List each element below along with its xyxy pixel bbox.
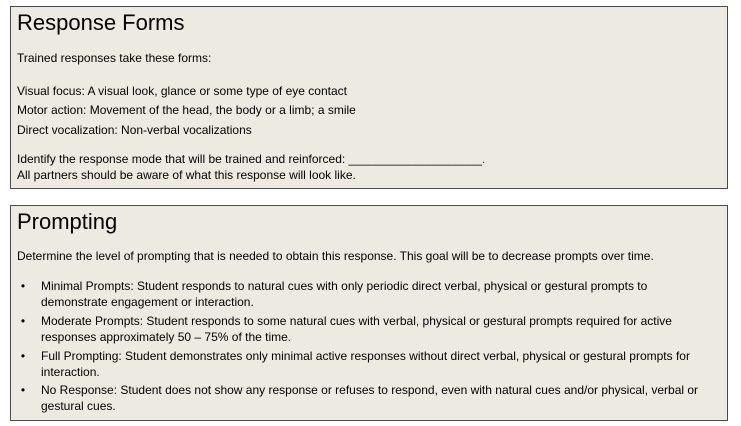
prompting-intro: Determine the level of prompting that is needed to obtain this response. This goal will be to decrease prompts over time. bbox=[17, 249, 654, 263]
bullet-icon: • bbox=[20, 279, 26, 293]
response-forms-title: Response Forms bbox=[17, 10, 185, 35]
response-form-vocal: Direct vocalization: Non-verbal vocalizations bbox=[17, 123, 252, 137]
prompt-level-none: No Response: Student does not show any response or refuses to respond, even with natural cues and/or physical, verbal or gestural cues. bbox=[41, 383, 699, 413]
prompt-level-moderate: Moderate Prompts: Student responds to some natural cues with verbal, physical or gestural prompts required for active responses approximately 50 – 75% of the time. bbox=[41, 314, 672, 344]
response-form-visual: Visual focus: A visual look, glance or some type of eye contact bbox=[17, 84, 347, 98]
prompt-level-full: Full Prompting: Student demonstrates only minimal active responses without direct verbal, physical or gestural prompts for interaction. bbox=[41, 349, 690, 379]
partners-awareness-note: All partners should be aware of what this response will look like. bbox=[17, 168, 356, 182]
response-forms-box bbox=[10, 6, 728, 189]
list-item bbox=[17, 278, 717, 310]
bullet-icon: • bbox=[20, 383, 26, 397]
bullet-icon: • bbox=[20, 314, 26, 328]
prompt-level-minimal: Minimal Prompts: Student responds to natural cues with only periodic direct verbal, physical or gestural prompts to demonstrate engagement or interaction. bbox=[41, 279, 648, 309]
response-forms-intro: Trained responses take these forms: bbox=[17, 51, 212, 65]
bullet-icon: • bbox=[20, 349, 26, 363]
identify-response-mode: Identify the response mode that will be trained and reinforced: ____________________. bbox=[17, 152, 486, 166]
list-item bbox=[17, 313, 717, 345]
prompting-title: Prompting bbox=[17, 209, 118, 234]
response-form-motor: Motor action: Movement of the head, the body or a limb; a smile bbox=[17, 103, 356, 117]
prompting-box bbox=[10, 205, 728, 421]
list-item bbox=[17, 348, 717, 380]
list-item bbox=[17, 382, 717, 414]
